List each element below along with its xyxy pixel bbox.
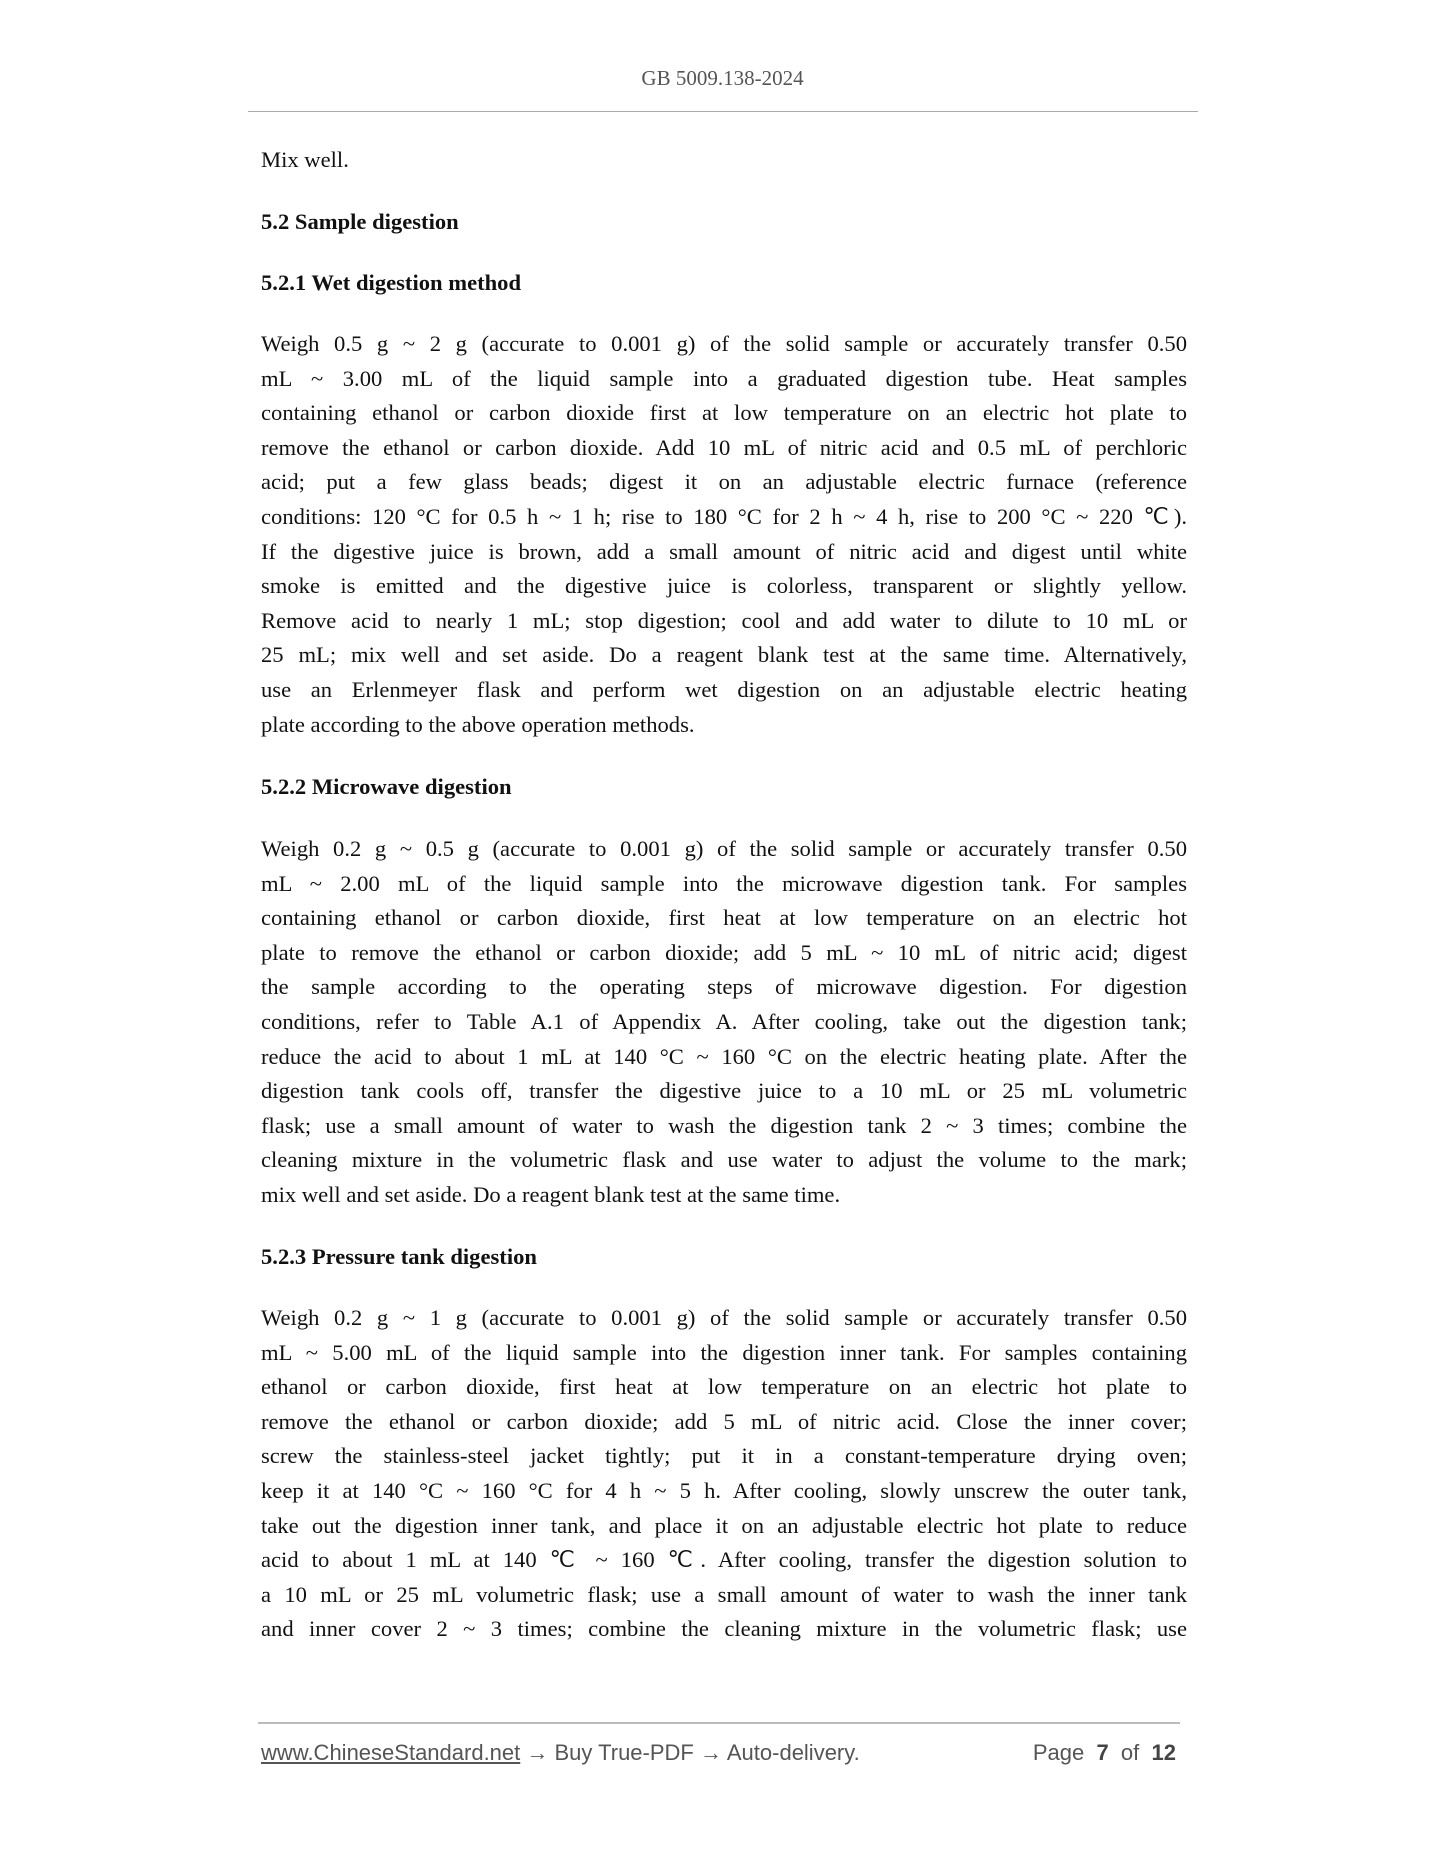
paragraph-line: Weigh 0.2 g ~ 1 g (accurate to 0.001 g) of the solid sample or accurately transfer 0.50 <box>261 1305 1187 1330</box>
paragraph-line: the sample according to the operating steps of microwave digestion. For digestion <box>261 974 1187 1000</box>
paragraph-line: and inner cover 2 ~ 3 times; combine the cleaning mixture in the volumetric flask; use <box>261 1616 1187 1642</box>
paragraph-line: remove the ethanol or carbon dioxide. Add 10 mL of nitric acid and 0.5 mL of perchloric <box>261 434 1187 460</box>
page-total: 12 <box>1151 1740 1176 1765</box>
footer-tagline: → Buy True-PDF → Auto-delivery. <box>520 1740 860 1765</box>
paragraph-line: flask; use a small amount of water to wash the digestion tank 2 ~ 3 times; combine the <box>261 1112 1187 1138</box>
paragraph-line: smoke is emitted and the digestive juice is colorless, transparent or slightly yellow. <box>261 573 1187 599</box>
paragraph-line: a 10 mL or 25 mL volumetric flask; use a small amount of water to wash the inner tank <box>261 1581 1187 1607</box>
paragraph-line: mix well and set aside. Do a reagent blank test at the same time. <box>261 1181 841 1207</box>
page-footer <box>261 1740 1176 1770</box>
paragraph-line: reduce the acid to about 1 mL at 140 °C ~ 160 °C on the electric heating plate. After the <box>261 1043 1187 1069</box>
paragraph-line: mL ~ 2.00 mL of the liquid sample into the microwave digestion tank. For samples <box>261 870 1187 896</box>
page-label: Page <box>1032 1740 1085 1765</box>
intro-text <box>261 143 1187 178</box>
section-heading-5-2: 5.2 Sample digestion <box>261 209 459 234</box>
paragraph-line: If the digestive juice is brown, add a small amount of nitric acid and digest until white <box>261 538 1187 564</box>
paragraph-line: mL ~ 3.00 mL of the liquid sample into a graduated digestion tube. Heat samples <box>261 365 1187 391</box>
section-heading-5-2-2: 5.2.2 Microwave digestion <box>261 774 512 799</box>
paragraph-line: containing ethanol or carbon dioxide first at low temperature on an electric hot plate to <box>261 400 1187 426</box>
paragraph-line: mL ~ 5.00 mL of the liquid sample into the digestion inner tank. For samples containing <box>261 1339 1187 1365</box>
paragraph-line: Weigh 0.5 g ~ 2 g (accurate to 0.001 g) of the solid sample or accurately transfer 0.50 <box>261 331 1187 356</box>
paragraph-line: Weigh 0.2 g ~ 0.5 g (accurate to 0.001 g) of the solid sample or accurately transfer 0.50 <box>261 836 1187 861</box>
paragraph-line: plate to remove the ethanol or carbon dioxide; add 5 mL ~ 10 mL of nitric acid; digest <box>261 939 1187 965</box>
paragraph-line: screw the stainless-steel jacket tightly; put it in a constant-temperature drying oven; <box>261 1443 1187 1469</box>
footer-site-link[interactable]: www.ChineseStandard.net <box>261 1740 521 1765</box>
paragraph-pressure-tank-digestion <box>261 1301 1187 1647</box>
paragraph-line: acid to about 1 mL at 140 ℃ ~ 160 ℃. After cooling, transfer the digestion solution to <box>261 1547 1187 1573</box>
paragraph-line: conditions: 120 °C for 0.5 h ~ 1 h; rise to 180 °C for 2 h ~ 4 h, rise to 200 °C ~ 220 ℃). <box>261 503 1187 529</box>
section-heading-5-2-1: 5.2.1 Wet digestion method <box>261 270 522 295</box>
paragraph-line: containing ethanol or carbon dioxide, first heat at low temperature on an electric hot <box>261 905 1187 931</box>
of-label: of <box>1120 1740 1140 1765</box>
paragraph-line: 25 mL; mix well and set aside. Do a reagent blank test at the same time. Alternatively, <box>261 642 1187 668</box>
page-current: 7 <box>1096 1740 1109 1765</box>
paragraph-microwave-digestion <box>261 832 1187 1213</box>
paragraph-wet-digestion <box>261 327 1187 742</box>
paragraph-line: cleaning mixture in the volumetric flask and use water to adjust the volume to the mark; <box>261 1147 1187 1173</box>
paragraph-line: digestion tank cools off, transfer the digestive juice to a 10 mL or 25 mL volumetric <box>261 1078 1187 1104</box>
paragraph-line: ethanol or carbon dioxide, first heat at low temperature on an electric hot plate to <box>261 1374 1187 1400</box>
document-header-id: GB 5009.138-2024 <box>641 66 804 90</box>
paragraph-line: take out the digestion inner tank, and place it on an adjustable electric hot plate to reduce <box>261 1512 1187 1538</box>
paragraph-line: keep it at 140 °C ~ 160 °C for 4 h ~ 5 h. After cooling, slowly unscrew the outer tank, <box>261 1477 1187 1503</box>
footer-promo <box>261 1740 860 1766</box>
paragraph-line: plate according to the above operation methods. <box>261 711 695 737</box>
section-heading-5-2-3: 5.2.3 Pressure tank digestion <box>261 1244 537 1269</box>
paragraph-line: use an Erlenmeyer flask and perform wet digestion on an adjustable electric heating <box>261 676 1187 702</box>
page-number <box>1033 1740 1176 1766</box>
paragraph-line: remove the ethanol or carbon dioxide; add 5 mL of nitric acid. Close the inner cover; <box>261 1408 1187 1434</box>
footer-divider <box>258 1722 1180 1724</box>
intro-line: Mix well. <box>261 147 349 172</box>
header-divider <box>248 111 1198 112</box>
paragraph-line: conditions, refer to Table A.1 of Appendix A. After cooling, take out the digestion tank; <box>261 1008 1187 1034</box>
paragraph-line: acid; put a few glass beads; digest it on an adjustable electric furnace (reference <box>261 469 1187 495</box>
paragraph-line: Remove acid to nearly 1 mL; stop digestion; cool and add water to dilute to 10 mL or <box>261 607 1187 633</box>
